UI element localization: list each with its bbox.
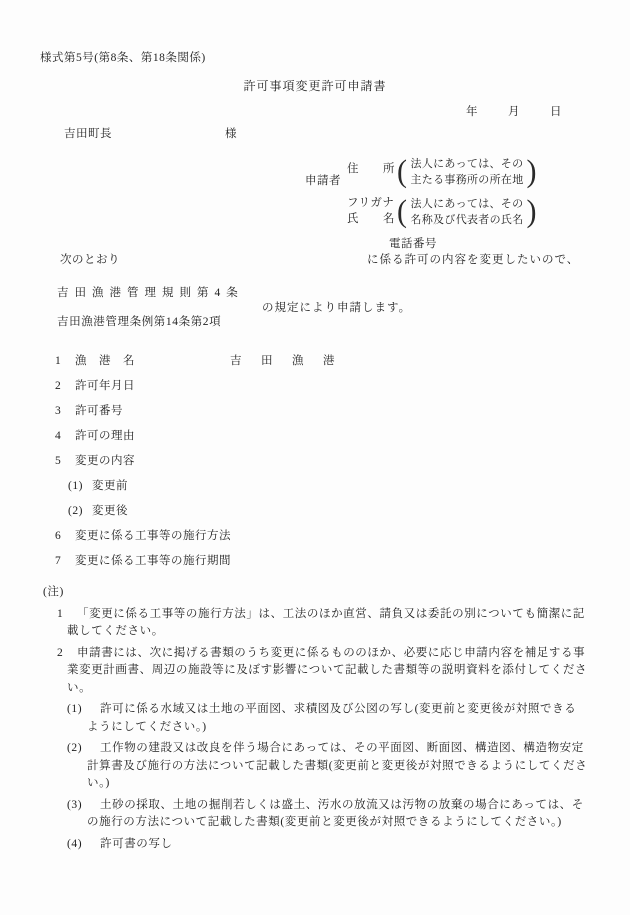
item-label: 変更の内容 [75, 455, 135, 467]
applicant-fields [347, 155, 605, 251]
page-title: 許可事項変更許可申請書 [243, 79, 387, 93]
name-note-line1: 法人にあっては、その [410, 198, 524, 210]
doc-number: (4) [67, 837, 83, 850]
addressee-name: 吉田町長 [64, 128, 112, 140]
item-label: 変更後 [92, 505, 128, 517]
doc-number: (1) [67, 703, 83, 715]
phone-label: 電話番号 [389, 238, 437, 250]
bracket-close-icon: ) [526, 154, 537, 189]
note-text: 「変更に係る工事等の施行方法」は、工法のほか直営、請負又は委託の別についても簡潔に記載してください。 [67, 607, 585, 637]
note-2 [43, 645, 588, 698]
address-note-line1: 法人にあっては、その [410, 158, 524, 170]
doc-number: (3) [67, 798, 83, 811]
applicant-name-row [347, 195, 605, 229]
bracket-open-icon: ( [397, 194, 408, 229]
furigana-label: フリガナ [347, 197, 395, 209]
attachment-doc-2 [43, 740, 588, 793]
applicant-address-row [347, 155, 605, 189]
address-label: 住 所 [347, 163, 395, 175]
item-label: 許可番号 [75, 405, 123, 417]
item-number: 6 [55, 530, 62, 542]
item-number: (2) [68, 505, 83, 517]
item-label: 変更に係る工事等の施行期間 [75, 555, 231, 567]
item-construction-method [55, 530, 595, 543]
doc-text: 工作物の建設又は改良を伴う場合にあっては、その平面図、断面図、構造図、構造物安定計算書及び施行の方法について記載した書類(変更前と変更後が対照できるようにしてください。) [87, 742, 588, 789]
name-label: 氏 名 [347, 213, 395, 225]
attachment-doc-4 [43, 836, 588, 854]
note-number: 1 [57, 607, 64, 620]
item-permission-number [55, 405, 595, 418]
attachment-doc-3 [43, 797, 588, 832]
regulation-rule: 吉田漁港管理規則第4条 [57, 287, 244, 299]
item-number: 5 [55, 455, 62, 467]
item-label: 変更前 [92, 480, 128, 492]
applicant-label: 申請者 [305, 175, 341, 187]
item-fishing-port-name [55, 355, 595, 368]
item-before-change [68, 480, 595, 493]
apply-text: の規定により申請します。 [262, 302, 412, 314]
bracket-close-icon: ) [526, 194, 537, 229]
attachment-doc-1 [43, 701, 588, 736]
doc-text: 許可に係る水域又は土地の平面図、求積図及び公図の写し(変更前と変更後が対照できるようにしてください。) [87, 703, 577, 733]
note-number: 2 [57, 646, 64, 659]
doc-number: (2) [67, 742, 83, 754]
item-number: 2 [55, 380, 62, 392]
item-number: 7 [55, 555, 62, 567]
note-1 [43, 606, 588, 641]
addressee-line [64, 125, 237, 141]
note-text: 申請書には、次に掲げる書類のうち変更に係るもののほか、必要に応じ申請内容を補足する事業変更計画書、周辺の施設等に及ぼす影響について記載した書類等の説明資料を添付してください。 [67, 646, 588, 694]
applicant-block [305, 150, 605, 251]
item-label: 許可年月日 [75, 380, 135, 392]
intro-tail: に係る許可の内容を変更したいので、 [367, 254, 580, 266]
intro-lead: 次のとおり [60, 254, 120, 266]
regulation-ordinance: 吉田漁港管理条例第14条第2項 [57, 316, 222, 328]
item-change-content [55, 455, 595, 468]
item-permission-date [55, 380, 595, 393]
notes-header: (注) [43, 586, 64, 598]
name-note [411, 195, 524, 228]
item-number: (1) [68, 480, 83, 492]
name-note-line2: 名称及び代表者の氏名 [410, 214, 524, 226]
item-construction-period [55, 555, 595, 568]
item-permission-reason [55, 430, 595, 443]
form-number: 様式第5号(第8条、第18条関係) [40, 52, 206, 64]
item-label: 許可の理由 [75, 430, 135, 442]
item-after-change [68, 505, 595, 518]
item-label: 変更に係る工事等の施行方法 [75, 530, 231, 542]
item-value: 吉 田 漁 港 [230, 355, 339, 367]
bracket-open-icon: ( [397, 154, 408, 189]
form-items [55, 355, 595, 580]
doc-text: 土砂の採取、土地の掘削若しくは盛土、汚水の放流又は汚物の放棄の場合にあっては、その施行の方法について記載した書類(変更前と変更後が対照できるようにしてください。) [87, 798, 584, 828]
item-number: 3 [55, 405, 62, 417]
date-line: 年 月 日 [466, 106, 564, 118]
address-note-line2: 主たる事務所の所在地 [410, 174, 524, 186]
notes-section [43, 584, 588, 853]
item-number: 1 [55, 355, 62, 367]
item-number: 4 [55, 430, 62, 442]
addressee-honorific: 様 [225, 128, 237, 140]
name-label-group [347, 195, 397, 227]
address-note [411, 155, 524, 188]
item-label: 漁 港 名 [75, 355, 135, 367]
doc-text: 許可書の写し [100, 837, 173, 850]
